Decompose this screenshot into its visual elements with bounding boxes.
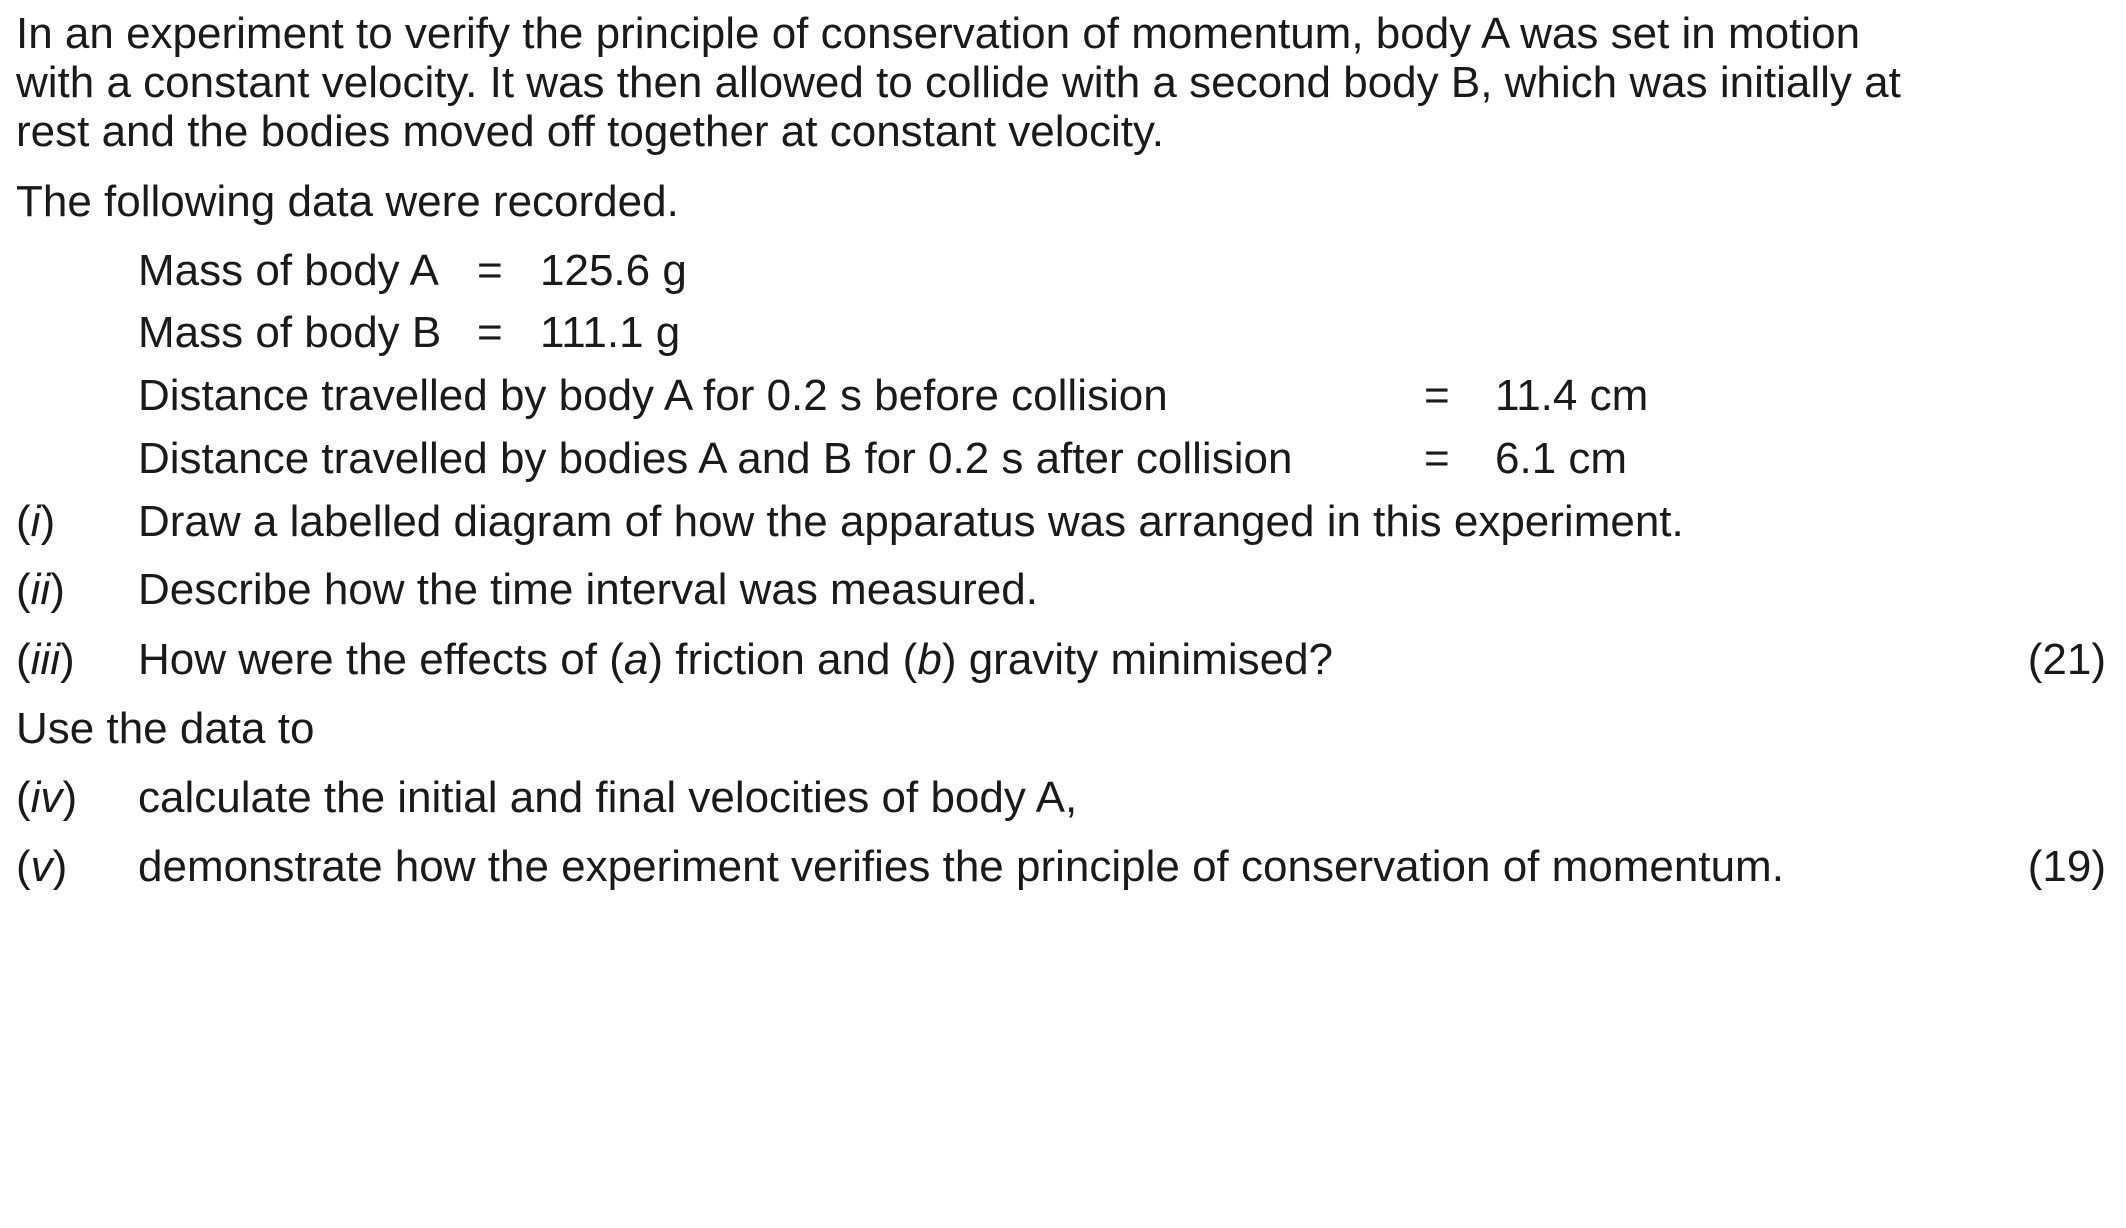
intro-line-3: rest and the bodies moved off together at constant velocity. (16, 107, 1164, 156)
question-v-marks: (19) (2027, 842, 2106, 891)
question-iii-marks: (21) (2027, 635, 2106, 684)
use-data-text: Use the data to (16, 704, 315, 753)
intro-line-1: In an experiment to verify the principle of conservation of momentum, body A was set in motion (16, 9, 1861, 58)
question-iv-text: calculate the initial and final velocities of body A, (138, 773, 1078, 822)
question-ii-text: Describe how the time interval was measured. (138, 565, 1038, 614)
question-iii-number: (iii) (16, 635, 75, 684)
question-i-text: Draw a labelled diagram of how the apparatus was arranged in this experiment. (138, 497, 1684, 546)
question-iii-text: How were the effects of (a) friction and (b) gravity minimised? (138, 635, 1334, 684)
question-v-text: demonstrate how the experiment verifies the principle of conservation of momentum. (138, 842, 1784, 891)
mass-b-equals: = (477, 308, 503, 357)
question-iv-number: (iv) (16, 773, 78, 822)
distance-before-equals: = (1424, 371, 1450, 420)
question-v-number: (v) (16, 842, 68, 891)
distance-after-value: 6.1 cm (1495, 434, 1628, 483)
mass-a-label: Mass of body A (138, 246, 439, 295)
intro-line-2: with a constant velocity. It was then allowed to collide with a second body B, which was initially at (16, 58, 1901, 107)
mass-b-value: 111.1 g (540, 308, 681, 357)
mass-b-label: Mass of body B (138, 308, 442, 357)
data-intro-text: The following data were recorded. (16, 177, 679, 226)
distance-before-value: 11.4 cm (1495, 371, 1649, 420)
distance-after-equals: = (1424, 434, 1450, 483)
distance-before-label: Distance travelled by body A for 0.2 s before collision (138, 371, 1168, 420)
question-ii-number: (ii) (16, 565, 65, 614)
mass-a-equals: = (477, 246, 503, 295)
distance-after-label: Distance travelled by bodies A and B for 0.2 s after collision (138, 434, 1293, 483)
mass-a-value: 125.6 g (540, 246, 687, 295)
question-i-number: (i) (16, 497, 56, 546)
